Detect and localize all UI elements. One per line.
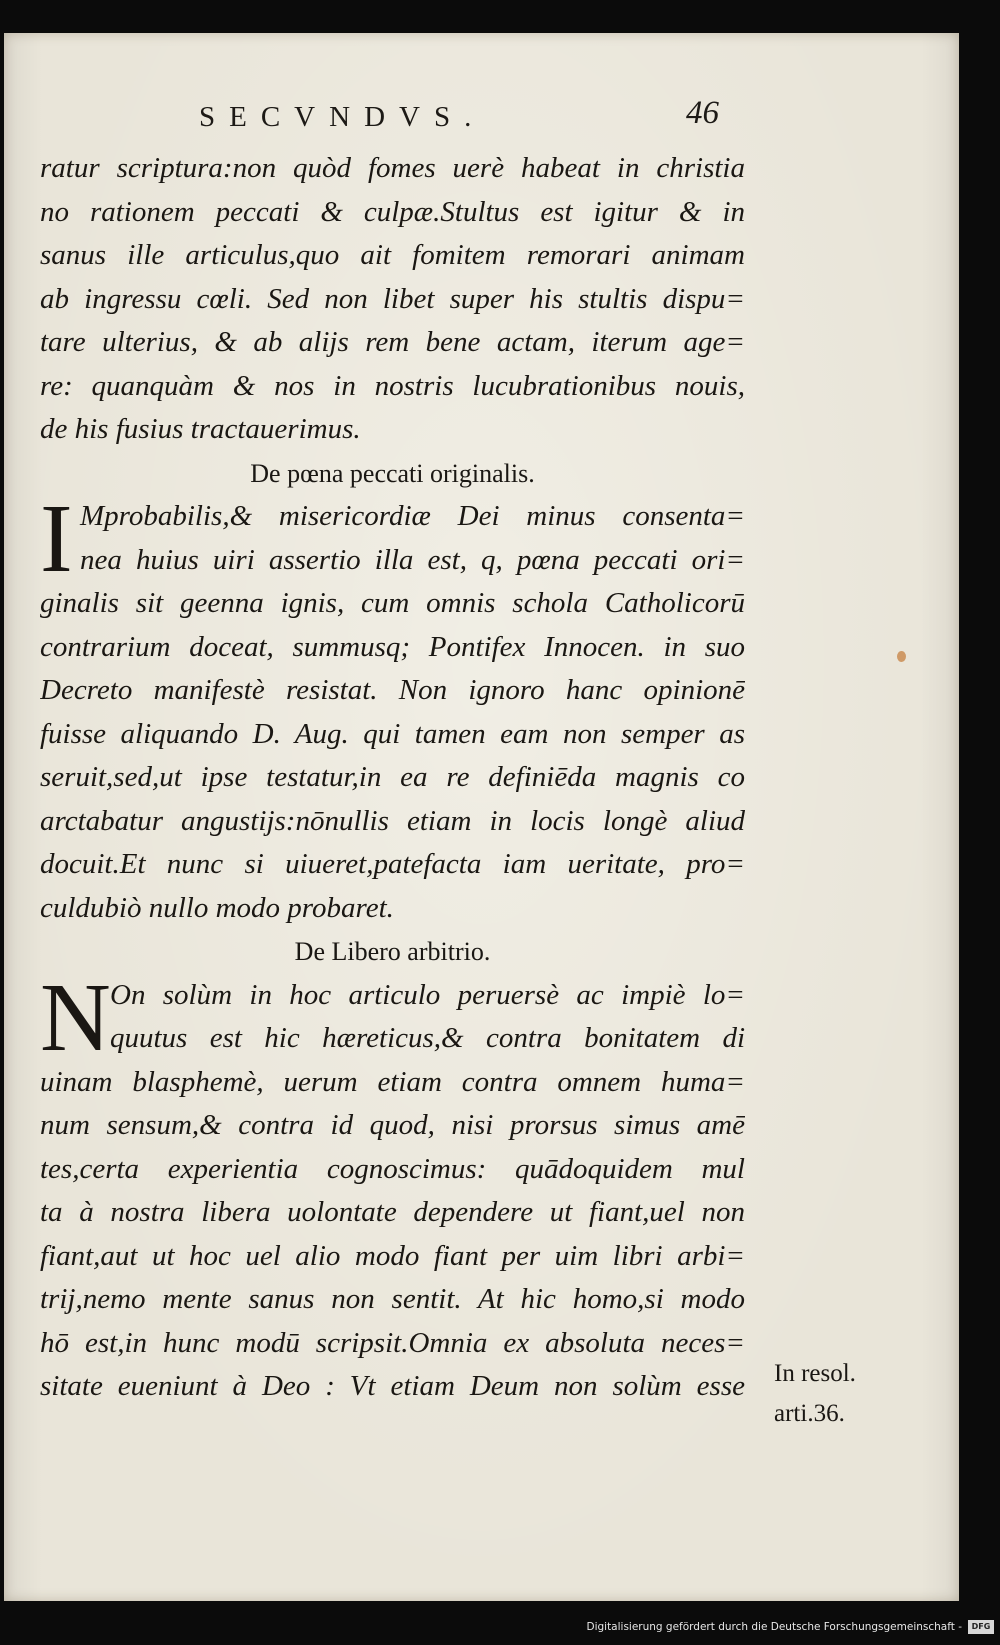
running-head: SECVNDVS.	[199, 101, 486, 133]
section-heading-poena: De pœna peccati originalis.	[250, 458, 535, 488]
text-line: ratur scriptura:non quòd fomes uerè habeat in christia	[40, 152, 745, 184]
marginal-note	[774, 1354, 856, 1434]
paper-stain	[897, 651, 906, 662]
text-block	[40, 147, 745, 1409]
section-continuation	[40, 147, 745, 452]
book-page	[4, 33, 959, 1601]
text-line: ginalis sit geenna ignis, cum omnis schola Catholicorū	[40, 587, 745, 619]
text-line: no rationem peccati & culpæ.Stultus est igitur & in	[40, 195, 745, 228]
section-libero-arbitrio	[40, 963, 745, 1409]
text-line: trij,nemo mente sanus non sentit. At hic homo,si modo	[40, 1283, 745, 1315]
text-line: sanus ille articulus,quo ait fomitem remorari animam	[40, 239, 745, 271]
section-poena-peccati	[40, 485, 745, 930]
text-line: seruit,sed,ut ipse testatur,in ea re definiēda magnis co	[40, 761, 745, 793]
text-line: ab ingressu cœli. Sed non libet super his stultis dispu=	[40, 282, 745, 315]
text-line: ta à nostra libera uolontate dependere ut fiant,uel non	[40, 1196, 745, 1228]
section-heading-libero-arbitrio: De Libero arbitrio.	[294, 937, 491, 966]
text-line: contrarium doceat, summusq; Pontifex Innocen. in suo	[40, 630, 745, 663]
text-line: sitate eueniunt à Deo : Vt etiam Deum non solùm esse	[40, 1370, 745, 1402]
text-line: arctabatur angustijs:nōnullis etiam in locis longè aliud	[40, 804, 745, 837]
text-line: culdubiò nullo modo probaret.	[40, 891, 394, 924]
text-line: quutus est hic hæreticus,& contra bonitatem di	[110, 1022, 745, 1054]
text-line: nea huius uiri assertio illa est, q, pœna peccati ori=	[80, 543, 745, 576]
dfg-logo: DFG	[968, 1620, 994, 1634]
page-number: 46	[686, 95, 719, 131]
text-line: uinam blasphemè, uerum etiam contra omnem huma=	[40, 1065, 745, 1098]
text-line: num sensum,& contra id quod, nisi prorsus simus amē	[40, 1109, 745, 1141]
text-line: Mprobabilis,& misericordiæ Dei minus consenta=	[80, 500, 745, 532]
page-header	[199, 95, 719, 141]
funding-credit: Digitalisierung gefördert durch die Deutsche Forschungsgemeinschaft -	[586, 1621, 962, 1633]
text-line: Decreto manifestè resistat. Non ignoro hanc opinionē	[40, 674, 745, 706]
drop-cap-i: I	[40, 485, 73, 593]
text-line: hō est,in hunc modū scripsit.Omnia ex absoluta neces=	[40, 1326, 745, 1359]
text-line: re: quanquàm & nos in nostris lucubrationibus nouis,	[40, 369, 745, 402]
text-line: docuit.Et nunc si uiueret,patefacta iam ueritate, pro=	[40, 848, 745, 880]
marginal-note-line: In resol.	[774, 1360, 856, 1387]
text-line: On solùm in hoc articulo peruersè ac impiè lo=	[110, 978, 745, 1011]
text-line: tare ulterius, & ab alijs rem bene actam, iterum age=	[40, 326, 745, 358]
drop-cap-n: N	[40, 963, 111, 1072]
text-line: tes,certa experientia cognoscimus: quādoquidem mul	[40, 1152, 745, 1185]
text-line: fiant,aut ut hoc uel alio modo fiant per uim libri arbi=	[40, 1239, 745, 1272]
marginal-note-line: arti.36.	[774, 1400, 845, 1427]
text-line: fuisse aliquando D. Aug. qui tamen eam non semper as	[40, 717, 745, 750]
text-line: de his fusius tractauerimus.	[40, 413, 361, 445]
footer-bar	[0, 1611, 1000, 1645]
